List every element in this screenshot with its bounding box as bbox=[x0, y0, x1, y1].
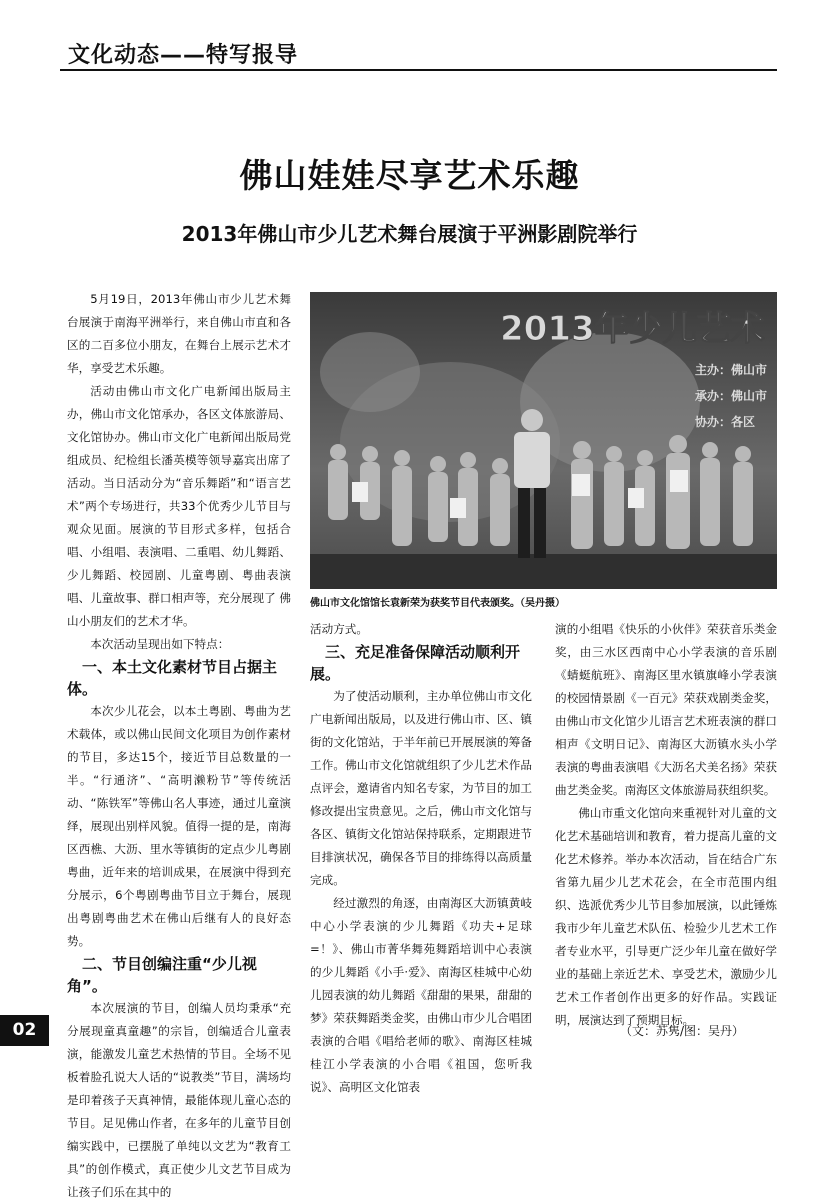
section-header: 文化动态——特写报导 bbox=[68, 43, 299, 68]
author-credit: （文：苏隽/图：吴丹） bbox=[620, 1024, 745, 1038]
stage-sign-line: 主办：佛山市 bbox=[695, 363, 768, 377]
text-column-2 bbox=[310, 618, 532, 1099]
article-subtitle: 2013年佛山市少儿艺术舞台展演于平洲影剧院举行 bbox=[181, 222, 638, 246]
paragraph: 佛山市重文化馆向来重视针对儿童的文化艺术基础培训和教育，着力提高儿童的文化艺术修养。举办本次活动，旨在结合广东省第九届少儿艺术花会，在全市范围内组织、选派优秀少儿节目参加展演，以此锤炼我市少年儿童艺术队伍、检验少儿艺术工作者专业水平，引导更广泛少年儿童在做好学业的基础上亲近艺术、享受艺术，激励少儿艺术工作者创作出更多的好作品。实践证明，展演达到了预期目标。 bbox=[555, 806, 777, 1027]
text-column-3 bbox=[555, 618, 777, 1032]
photo-illustration bbox=[310, 292, 777, 589]
award-ceremony-photo bbox=[310, 292, 777, 589]
stage-sign-line: 承办：佛山市 bbox=[695, 389, 768, 403]
paragraph: 活动由佛山市文化广电新闻出版局主办，佛山市文化馆承办，各区文体旅游局、文化馆协办。佛山市文化广电新闻出版局党组成员、纪检组长潘英模等领导嘉宾出席了活动。当日活动分为“音乐舞蹈”和“语言艺术”两个专场进行，共33个优秀少儿节目与观众见面。展演的节目形式多样，包括合唱、小组唱、表演唱、二重唱、幼儿舞蹈、少儿舞蹈、校园剧、儿童粤剧、粤曲表演唱、儿童故事、群口相声等，充分展现了 佛山小朋友们的艺术才华。 bbox=[67, 384, 291, 628]
page-number: 02 bbox=[0, 1015, 49, 1046]
paragraph: 本次活动呈现出如下特点： bbox=[90, 637, 230, 651]
paragraph: 为了使活动顺利，主办单位佛山市文化广电新闻出版局，以及进行佛山市、区、镇街的文化馆站，于半年前已开展展演的筹备工作。佛山市文化馆就组织了少儿艺术作品点评会，邀请省内知名专家，为节目的加工修改提出宝贵意见。之后，佛山市文化馆与各区、镇街文化馆站保持联系，定期跟进节目排演状况，确保各节目的排练得以高质量完成。 bbox=[310, 689, 532, 887]
paragraph: 5月19日，2013年佛山市少儿艺术舞台展演于南海平洲举行，来自佛山市直和各区的二百多位小朋友，在舞台上展示艺术才华，享受艺术乐趣。 bbox=[67, 292, 291, 375]
paragraph: 本次展演的节目，创编人员均秉承“充分展现童真童趣”的宗旨，创编适合儿童表演，能激发儿童艺术热情的节目。全场不见板着脸孔说大人话的“说教类”节目，满场均是印着孩子天真神情，最能体现儿童心态的节目。足见佛山作者，在多年的儿童节目创编实践中，已摆脱了单纯以文艺为“教育工具”的创作模式，真正使少儿文艺节目成为让孩子们乐在其中的 bbox=[67, 1001, 291, 1199]
text-column-1 bbox=[67, 288, 291, 1204]
section-heading: 二、节目创编注重“少儿视角”。 bbox=[67, 955, 257, 995]
paragraph: 本次少儿花会，以本土粤剧、粤曲为艺术载体，或以佛山民间文化项目为创作素材的节目，多达15个，接近节目总数量的一半。“行通济”、“高明濑粉节”等传统活动、“陈铁军”等佛山名人事迹，通过儿童演绎，展现出别样风貌。值得一提的是，南海区西樵、大沥、里水等镇街的定点少儿粤剧粤曲，近年来的培训成果，在展演中得到充分展示，6个粤剧粤曲节目立于舞台，展现出粤剧粤曲艺术在佛山后继有人的良好态势。 bbox=[67, 704, 291, 948]
paragraph: 活动方式。 bbox=[310, 622, 368, 636]
stage-banner-text: 2013年少儿艺术 bbox=[500, 309, 765, 349]
stage-sign-line: 协办：各区 bbox=[695, 415, 756, 429]
paragraph: 经过激烈的角逐，由南海区大沥镇黄岐中心小学表演的少儿舞蹈《功夫+足球=！》、佛山市菁华舞苑舞蹈培训中心表演的少儿舞蹈《小手·爱》、南海区桂城中心幼儿园表演的幼儿舞蹈《甜甜的果果，甜甜的梦》荣获舞蹈类金奖，由佛山市少儿合唱团表演的合唱《唱给老师的歌》、南海区桂城桂江小学表演的小合唱《祖国，您听我说》、高明区文化馆表 bbox=[310, 896, 532, 1094]
photo-caption: 佛山市文化馆馆长袁新荣为获奖节目代表颁奖。（吴丹摄） bbox=[310, 598, 565, 609]
article-title: 佛山娃娃尽享艺术乐趣 bbox=[239, 156, 580, 195]
section-heading: 一、本土文化素材节目占据主体。 bbox=[67, 658, 278, 698]
paragraph: 演的小组唱《快乐的小伙伴》荣获音乐类金奖，由三水区西南中心小学表演的音乐剧《蜻蜓航班》、南海区里水镇旗峰小学表演的校园情景剧《一百元》荣获戏剧类金奖，由佛山市文化馆少儿语言艺术班表演的群口相声《文明日记》、南海区大沥镇水头小学表演的粤曲表演唱《大沥名犬美名扬》荣获曲艺类金奖。南海区文体旅游局获组织奖。 bbox=[555, 622, 777, 797]
section-heading: 三、充足准备保障活动顺利开展。 bbox=[310, 643, 521, 683]
header-divider bbox=[60, 69, 777, 71]
